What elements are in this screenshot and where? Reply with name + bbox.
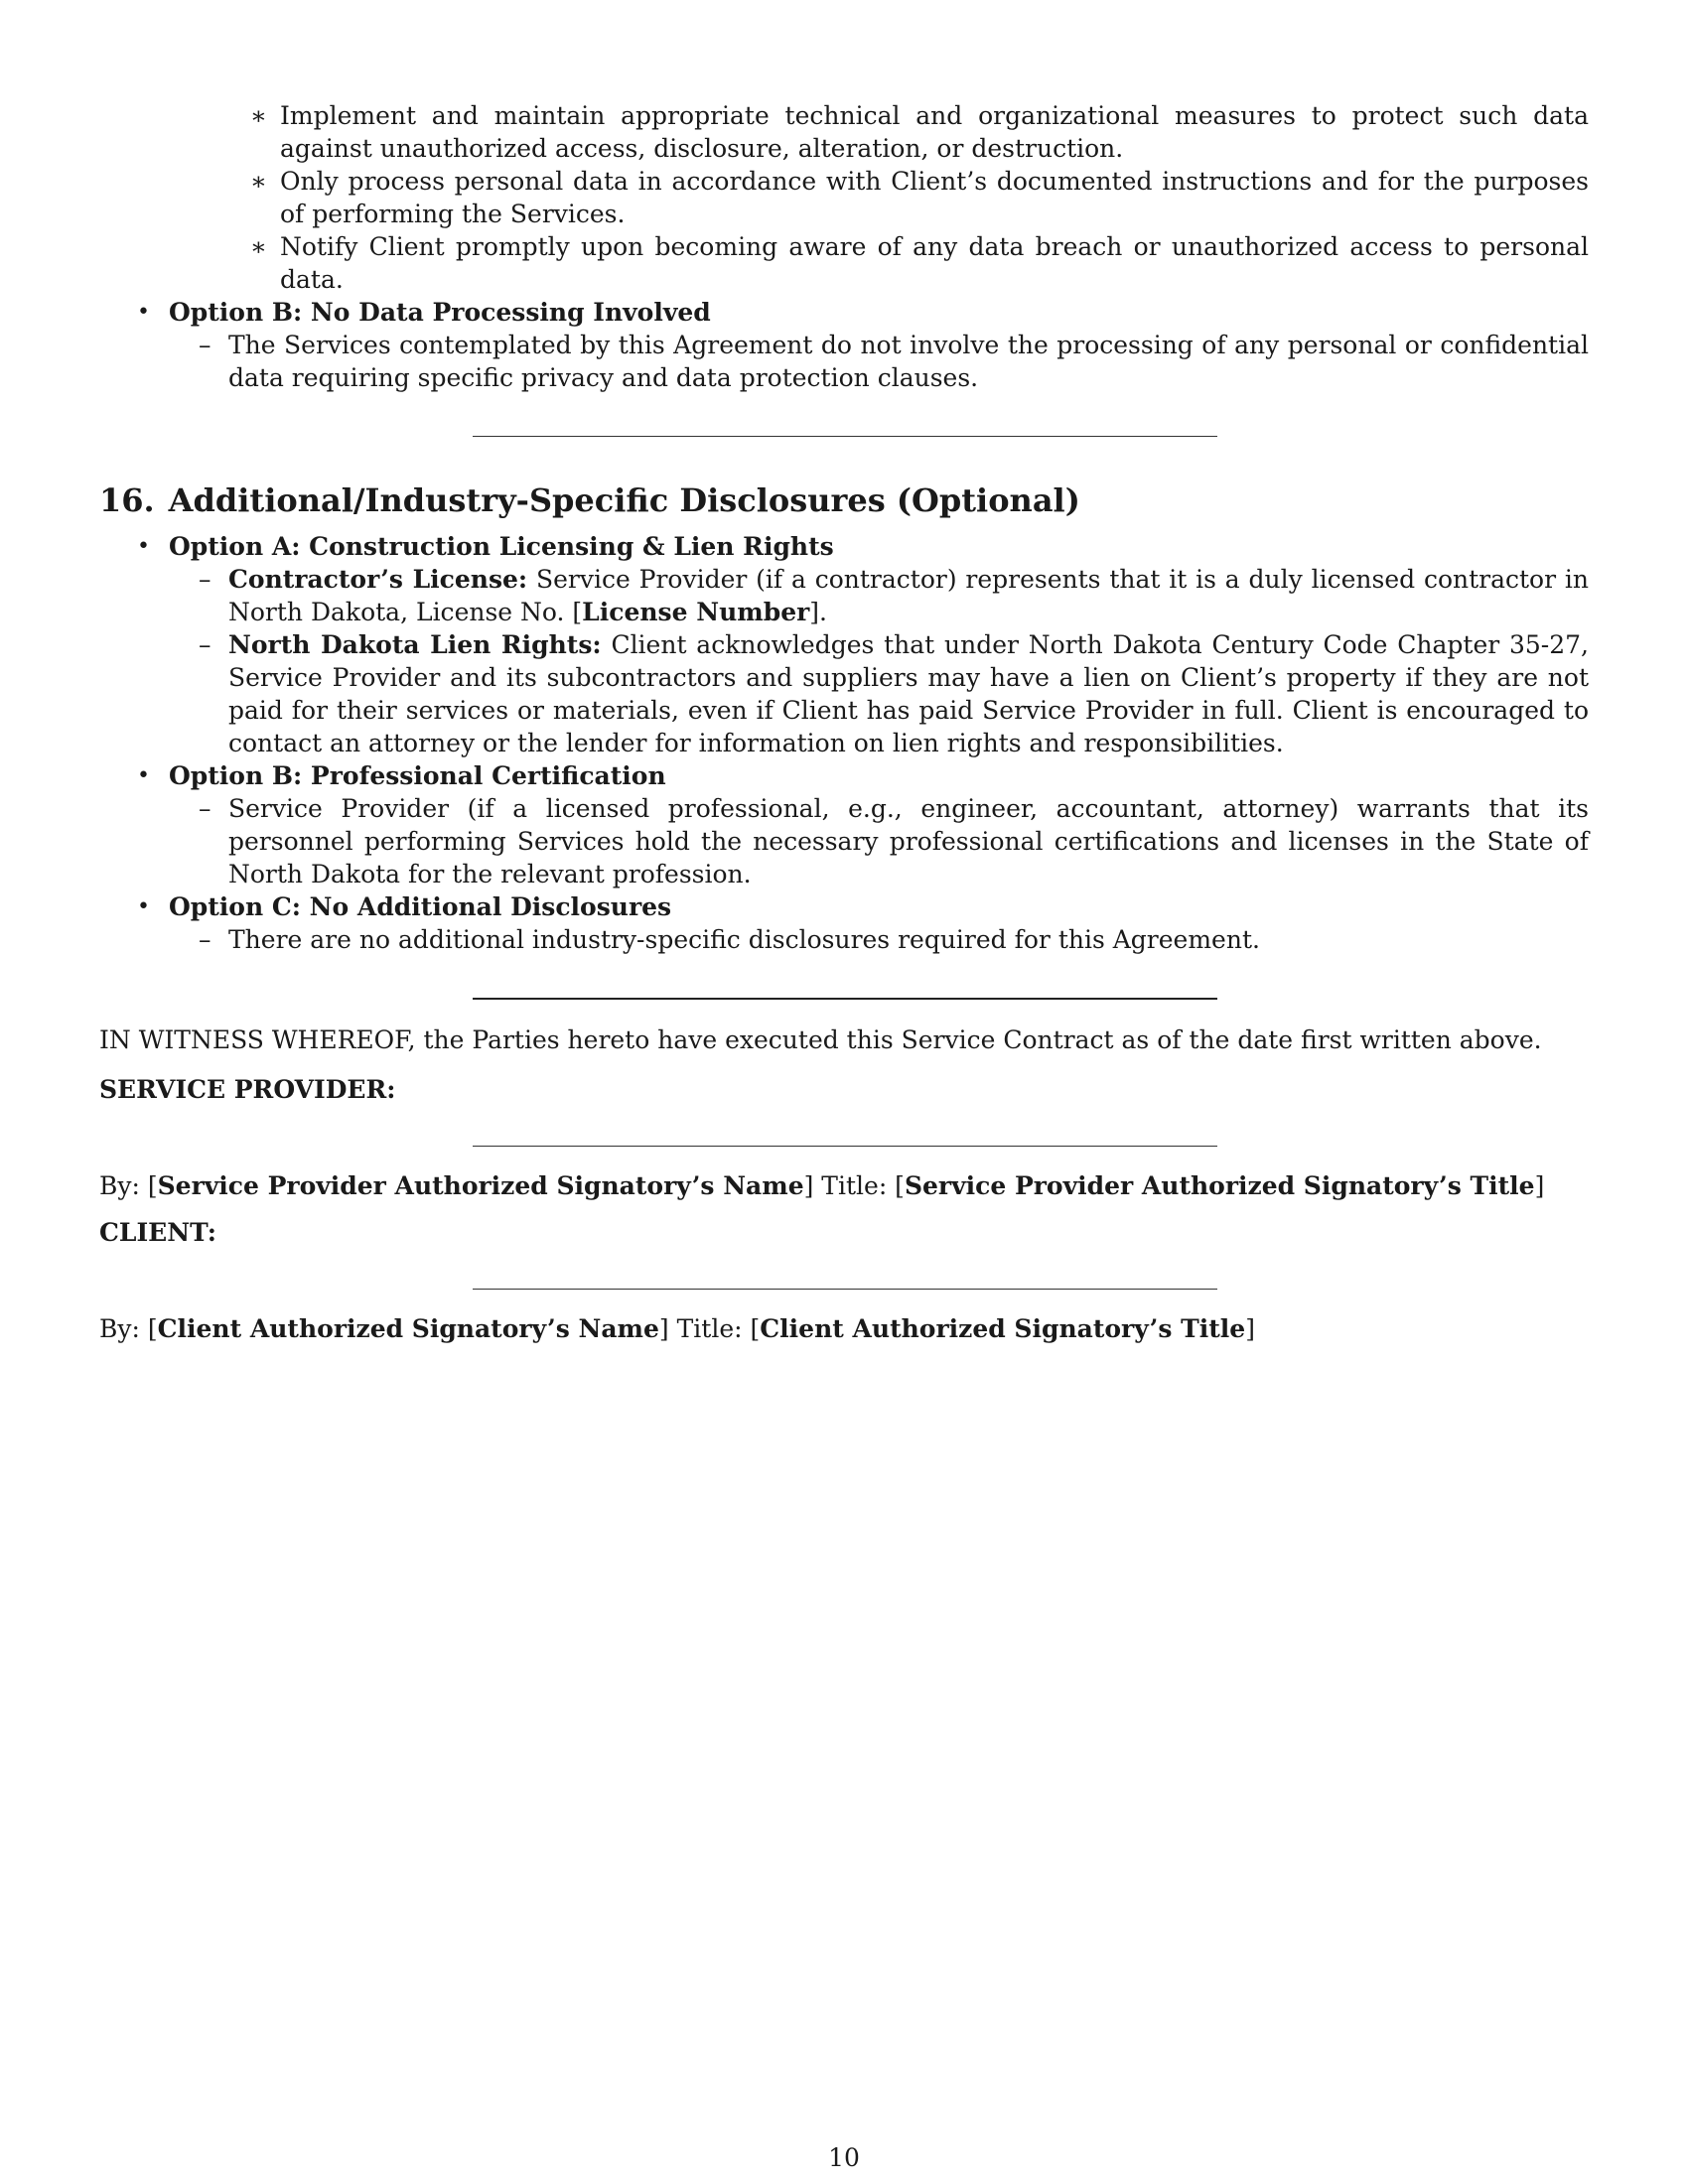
client-heading-text: CLIENT:	[99, 1218, 217, 1247]
provider-signature-line	[473, 1146, 1217, 1147]
provider-signatory-line	[99, 1169, 1589, 1202]
option-title: Option B: Professional Certification	[169, 761, 666, 790]
title-label: ] Title: [	[803, 1171, 905, 1200]
sub-item-text: Service Provider (if a licensed professional, e.g., engineer, accountant, attorney) warrants that its personnel performing Services hold the necessary professional certifications and licenses in the State of North Dakota for the relevant profession.	[228, 794, 1589, 888]
license-placeholder: License Number	[582, 598, 810, 626]
dash-bullet-icon: –	[199, 565, 211, 594]
provider-heading	[99, 1073, 1589, 1106]
bullet-icon: •	[137, 894, 150, 919]
option-title: Option A: Construction Licensing & Lien Rights	[169, 532, 834, 561]
list-item	[250, 230, 1589, 296]
option-item	[137, 890, 1589, 923]
sub-item-text: Client acknowledges that under North Dakota Century Code Chapter 35-27, Service Provider and its subcontractors and suppliers may have a lien on Client’s property if they are not paid for their services or materials, even if Client has paid Service Provider in full. Client is encouraged to contact an attorney or the lender for information on lien rights and responsibilities.	[228, 630, 1589, 757]
asterisk-bullet-icon: ∗	[250, 101, 267, 130]
sub-item-text-end: ].	[809, 598, 827, 626]
sub-item-text: The Services contemplated by this Agreement do not involve the processing of any personal or confidential data requiring specific privacy and data protection clauses.	[228, 331, 1589, 392]
document-page	[99, 99, 1589, 1345]
section-title: Additional/Industry-Specific Disclosures (Optional)	[168, 481, 1080, 519]
option-title: Option C: No Additional Disclosures	[169, 892, 672, 921]
title-label: ] Title: [	[658, 1314, 761, 1343]
sub-item-label: Contractor’s License:	[228, 565, 528, 594]
sub-item-text: There are no additional industry-specific disclosures required for this Agreement.	[228, 925, 1260, 954]
sub-item	[199, 329, 1589, 394]
dash-bullet-icon: –	[199, 331, 211, 359]
witness-clause: IN WITNESS WHEREOF, the Parties hereto have executed this Service Contract as of the date first written above.	[99, 1025, 1542, 1054]
close-bracket: ]	[1245, 1314, 1255, 1343]
list-item	[250, 165, 1589, 230]
client-heading	[99, 1216, 1589, 1249]
option-item	[137, 530, 1589, 563]
client-signature-line	[473, 1289, 1217, 1290]
sub-item	[199, 792, 1589, 890]
option-item	[137, 759, 1589, 792]
sub-item	[199, 628, 1589, 759]
asterisk-bullet-icon: ∗	[250, 167, 267, 196]
list-item-text: Notify Client promptly upon becoming aware of any data breach or unauthorized access to personal data.	[280, 232, 1589, 294]
by-label: By: [	[99, 1314, 158, 1343]
sub-item	[199, 923, 1589, 956]
list-item	[250, 99, 1589, 165]
by-label: By: [	[99, 1171, 158, 1200]
section-divider	[473, 436, 1217, 437]
sub-item-label: North Dakota Lien Rights:	[228, 630, 602, 659]
sub-item	[199, 563, 1589, 628]
option-item	[137, 296, 1589, 329]
client-name-placeholder: Client Authorized Signatory’s Name	[157, 1314, 659, 1343]
section-heading	[99, 480, 1589, 520]
list-item-text: Only process personal data in accordance with Client’s documented instructions and for the purposes of performing the Services.	[280, 167, 1589, 228]
dash-bullet-icon: –	[199, 630, 211, 659]
dash-bullet-icon: –	[199, 925, 211, 954]
page-number: 10	[828, 2143, 860, 2172]
option-title: Option B: No Data Processing Involved	[169, 298, 711, 327]
bullet-icon: •	[137, 763, 150, 788]
sub-item-text: Service Provider (if a contractor) represents that it is a duly licensed contractor in North Dakota, License No. [	[228, 565, 1589, 626]
close-bracket: ]	[1534, 1171, 1545, 1200]
asterisk-bullet-icon: ∗	[250, 232, 267, 261]
provider-name-placeholder: Service Provider Authorized Signatory’s Name	[157, 1171, 804, 1200]
section-divider	[473, 998, 1217, 1000]
bullet-icon: •	[137, 534, 150, 559]
dash-bullet-icon: –	[199, 794, 211, 823]
bullet-icon: •	[137, 300, 150, 325]
provider-heading-text: SERVICE PROVIDER:	[99, 1075, 396, 1104]
client-signatory-line	[99, 1312, 1589, 1345]
provider-title-placeholder: Service Provider Authorized Signatory’s Title	[904, 1171, 1535, 1200]
section-number: 16.	[99, 481, 155, 519]
list-item-text: Implement and maintain appropriate technical and organizational measures to protect such data against unauthorized access, disclosure, alteration, or destruction.	[280, 101, 1589, 163]
client-title-placeholder: Client Authorized Signatory’s Title	[760, 1314, 1246, 1343]
